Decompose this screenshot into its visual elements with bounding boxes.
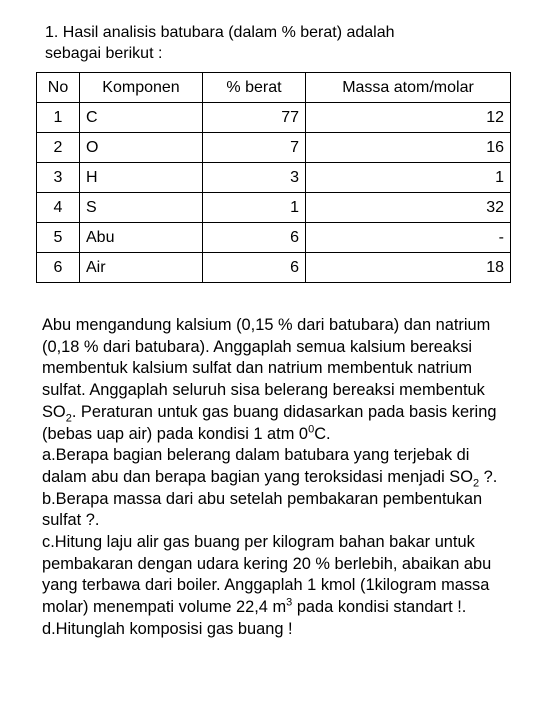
header-komponen: Komponen — [80, 73, 203, 103]
table-row — [37, 103, 511, 133]
cell-no: 2 — [37, 133, 80, 163]
cell-komponen: Air — [80, 253, 203, 283]
text-fragment: Abu mengandung kalsium (0,15 % dari batubara) dan natrium (0,18 % dari batubara). Anggaplah semua kalsium bereaksi membentuk kalsium sulfat dan natrium membentuk natrium sulfat. Anggaplah seluruh sisa belerang bereaksi membentuk SO — [42, 316, 491, 421]
question-heading — [45, 22, 515, 64]
table-row — [37, 223, 511, 253]
cell-no: 3 — [37, 163, 80, 193]
subscript-2: 2 — [65, 412, 72, 425]
composition-table — [36, 72, 511, 283]
text-fragment: ?. — [479, 467, 498, 486]
cell-komponen: C — [80, 103, 203, 133]
superscript-degree: 0 — [308, 423, 315, 436]
cell-massa: 32 — [306, 193, 511, 223]
text-fragment: C. — [314, 424, 331, 443]
question-d: d.Hitunglah komposisi gas buang ! — [42, 619, 293, 638]
header-massa: Massa atom/molar — [306, 73, 511, 103]
paragraph-assumptions — [42, 315, 517, 445]
cell-no: 1 — [37, 103, 80, 133]
table-row — [37, 253, 511, 283]
superscript-3: 3 — [286, 596, 293, 609]
cell-massa: - — [306, 223, 511, 253]
problem-text — [42, 315, 517, 641]
header-no: No — [37, 73, 80, 103]
cell-berat: 7 — [203, 133, 306, 163]
cell-massa: 16 — [306, 133, 511, 163]
cell-massa: 18 — [306, 253, 511, 283]
question-line-2: sebagai berikut : — [45, 45, 163, 62]
text-fragment: a.Berapa bagian belerang dalam batubara yang terjebak di dalam abu dan berapa bagian yang teroksidasi menjadi SO — [42, 446, 473, 486]
question-line-1: 1. Hasil analisis batubara (dalam % berat) adalah — [45, 24, 395, 41]
table-header-row — [37, 73, 511, 103]
cell-massa: 1 — [306, 163, 511, 193]
cell-no: 4 — [37, 193, 80, 223]
cell-komponen: H — [80, 163, 203, 193]
cell-berat: 6 — [203, 253, 306, 283]
cell-berat: 1 — [203, 193, 306, 223]
table-row — [37, 133, 511, 163]
cell-massa: 12 — [306, 103, 511, 133]
cell-no: 5 — [37, 223, 80, 253]
question-a — [42, 445, 517, 488]
cell-komponen: Abu — [80, 223, 203, 253]
question-c — [42, 532, 517, 619]
text-fragment: . Peraturan untuk gas buang didasarkan pada basis kering (bebas uap air) pada kondisi 1 atm 0 — [42, 402, 497, 443]
cell-berat: 6 — [203, 223, 306, 253]
table-row — [37, 193, 511, 223]
subscript-2: 2 — [473, 477, 480, 490]
header-berat: % berat — [203, 73, 306, 103]
text-fragment: c.Hitung laju alir gas buang per kilogram bahan bakar untuk pembakaran dengan udara kering 20 % berlebih, abaikan abu yang terbawa dari boiler. Anggaplah 1 kmol (1kilogram massa molar) menempati volume 22,4 m — [42, 533, 492, 617]
text-fragment: pada kondisi standart !. — [292, 598, 467, 617]
cell-komponen: S — [80, 193, 203, 223]
cell-komponen: O — [80, 133, 203, 163]
cell-no: 6 — [37, 253, 80, 283]
question-b: b.Berapa massa dari abu setelah pembakaran pembentukan sulfat ?. — [42, 489, 483, 530]
cell-berat: 3 — [203, 163, 306, 193]
table-row — [37, 163, 511, 193]
cell-berat: 77 — [203, 103, 306, 133]
